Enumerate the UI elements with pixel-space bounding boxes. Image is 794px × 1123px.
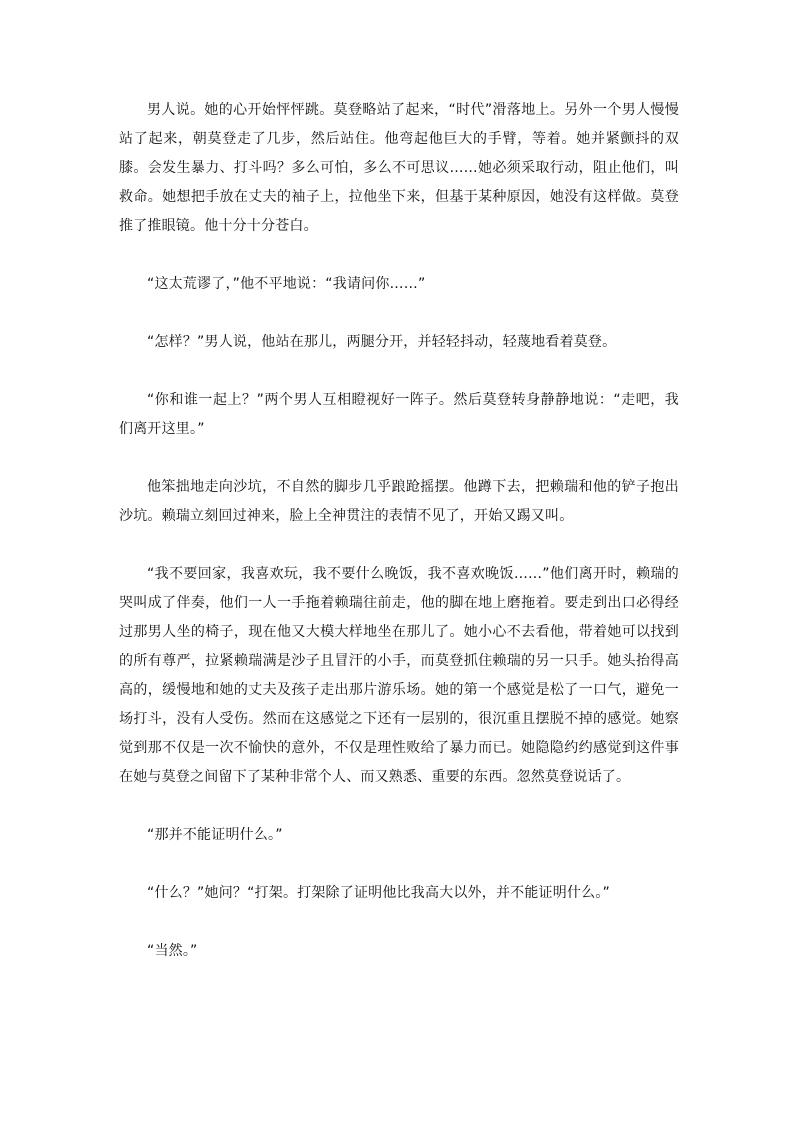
paragraph-2: “这太荒谬了，”他不平地说：“我请问你……” bbox=[147, 276, 426, 292]
paragraph-gap bbox=[119, 241, 679, 270]
paragraph-6: “我不要回家，我喜欢玩，我不要什么晚饭，我不喜欢晚饭……”他们离开时，赖瑞的哭叫成了伴奏，他们一人一手拖着赖瑞往前走，他的脚在地上磨拖着。要走到出口必得经过那男人坐的椅子，现在他又大模大样地坐在那儿了。她小心不去看他，带着她可以找到的所有尊严，拉紧赖瑞满是沙子且冒汗的小手，而莫登抓住赖瑞的另一只手。她头抬得高高的，缓慢地和她的丈夫及孩子走出那片游乐场。她的第一个感觉是松了一口气，避免一场打斗，没有人受伤。然而在这感觉之下还有一层别的，很沉重且摆脱不掉的感觉。她察觉到那不仅是一次不愉快的意外，不仅是理性败给了暴力而已。她隐隐约约感觉到这件事在她与莫登之间留下了某种非常个人、而又熟悉、重要的东西。忽然莫登说话了。 bbox=[119, 566, 679, 785]
paragraph-gap bbox=[119, 357, 679, 386]
paragraph-gap bbox=[119, 850, 679, 879]
paragraph-gap bbox=[119, 792, 679, 821]
paragraph-4: “你和谁一起上？”两个男人互相瞪视好一阵子。然后莫登转身静静地说：“走吧，我们离开这里。” bbox=[119, 392, 679, 437]
paragraph-3: “怎样？”男人说，他站在那儿，两腿分开，并轻轻抖动，轻蔑地看着莫登。 bbox=[147, 334, 617, 350]
paragraph-8: “什么？”她问？“打架。打架除了证明他比我高大以外，并不能证明什么。” bbox=[147, 885, 611, 901]
story-body bbox=[119, 96, 679, 966]
paragraph-gap bbox=[119, 908, 679, 937]
paragraph-5: 他笨拙地走向沙坑，不自然的脚步几乎踉跄摇摆。他蹲下去，把赖瑞和他的铲子抱出沙坑。赖瑞立刻回过神来，脸上全神贯注的表情不见了，开始又踢又叫。 bbox=[119, 479, 679, 524]
paragraph-9: “当然。” bbox=[147, 943, 198, 959]
paragraph-gap bbox=[119, 444, 679, 473]
paragraph-1: 男人说。她的心开始怦怦跳。莫登略站了起来，“时代”滑落地上。另外一个男人慢慢站了起来，朝莫登走了几步，然后站住。他弯起他巨大的手臂，等着。她并紧颤抖的双膝。会发生暴力、打斗吗？多么可怕，多么不可思议……她必须采取行动，阻止他们，叫救命。她想把手放在丈夫的袖子上，拉他坐下来，但基于某种原因，她没有这样做。莫登推了推眼镜。他十分十分苍白。 bbox=[119, 102, 679, 234]
paragraph-gap bbox=[119, 531, 679, 560]
paragraph-7: “那并不能证明什么。” bbox=[147, 827, 283, 843]
paragraph-gap bbox=[119, 299, 679, 328]
